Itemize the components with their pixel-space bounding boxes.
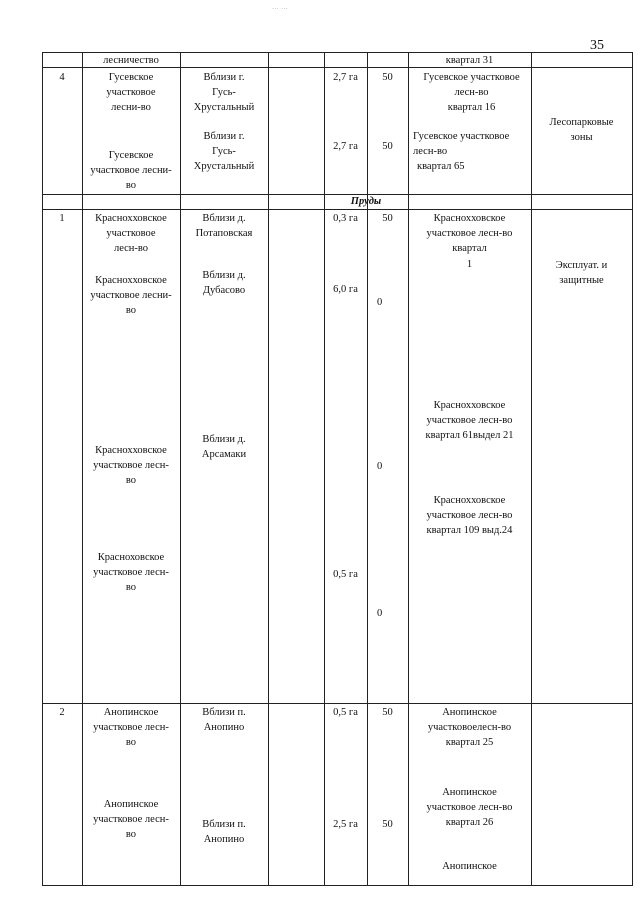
forest-cell: Анопинское участковое лесн- во bbox=[93, 707, 169, 749]
location-cell: Анопинское bbox=[442, 861, 497, 872]
distance-cell: 50 bbox=[382, 819, 393, 830]
near-cell: Вблизи п. Анопино bbox=[202, 819, 246, 846]
col-line bbox=[268, 53, 269, 885]
location-cell: Гусевское участковое лесн-во квартал 16 bbox=[423, 72, 520, 114]
distance-cell: 50 bbox=[382, 213, 393, 224]
location-cell: Анопинское участковое лесн-во квартал 26 bbox=[426, 787, 513, 829]
near-cell: Вблизи г. Гусь- Хрустальный bbox=[193, 131, 255, 173]
forest-cell: Краснохховское участковое лесн- во bbox=[93, 445, 169, 487]
location-cell: Анопинское участковоелесн-во квартал 25 bbox=[427, 707, 512, 749]
col-line bbox=[180, 53, 181, 885]
distance-cell: 0 bbox=[377, 297, 383, 308]
distance-cell: 50 bbox=[382, 141, 393, 152]
area-cell: 2,7 га bbox=[333, 141, 358, 152]
area-cell: 2,5 га bbox=[333, 819, 358, 830]
forest-cell: Краснохховское участковое лесн-во bbox=[95, 213, 167, 255]
row-line bbox=[42, 703, 633, 704]
col-line bbox=[42, 53, 43, 885]
near-cell: Вблизи п. Анопино bbox=[202, 707, 246, 734]
area-cell: 0,5 га bbox=[333, 707, 358, 718]
section-title: Пруды bbox=[350, 196, 382, 207]
distance-cell: 50 bbox=[382, 707, 393, 718]
col-line bbox=[324, 53, 325, 885]
forest-cell: Гусевское участковое лесни-во bbox=[106, 72, 156, 114]
use-cell: Лесопарковые зоны bbox=[549, 117, 614, 144]
col-line bbox=[367, 53, 368, 885]
location-cell: квартал 31 bbox=[445, 55, 494, 66]
distance-cell: 0 bbox=[377, 608, 383, 619]
use-cell: Эксплуат. и защитные bbox=[555, 260, 608, 287]
area-cell: 2,7 га bbox=[333, 72, 358, 83]
register-table bbox=[42, 52, 633, 886]
area-cell: 0,5 га bbox=[333, 569, 358, 580]
location-cell: Краснохховское участковое лесн-во квартал 109 выд.24 bbox=[426, 495, 513, 537]
page-number: 35 bbox=[590, 38, 604, 53]
distance-cell: 0 bbox=[377, 461, 383, 472]
forest-cell: Краснохховское участковое лесни- во bbox=[90, 275, 172, 317]
row-number: 2 bbox=[59, 707, 65, 718]
near-cell: Вблизи д. Потаповская bbox=[195, 213, 253, 240]
area-cell: 0,3 га bbox=[333, 213, 358, 224]
near-cell: Вблизи г. Гусь- Хрустальный bbox=[193, 72, 255, 114]
col-line bbox=[408, 53, 409, 885]
row-number: 4 bbox=[59, 72, 65, 83]
row-number: 1 bbox=[59, 213, 65, 224]
forest-cell: Анопинское участковое лесн- во bbox=[93, 799, 169, 841]
near-cell: Вблизи д. Арсамаки bbox=[201, 434, 247, 461]
header-mark: ... ... bbox=[272, 1, 288, 11]
distance-cell: 50 bbox=[382, 72, 393, 83]
area-cell: 6,0 га bbox=[333, 284, 358, 295]
forest-cell: лесничество bbox=[103, 55, 159, 66]
near-cell: Вблизи д. Дубасово bbox=[202, 270, 246, 297]
location-cell: Краснохховское участковое лесн-во квартал 61выдел 21 bbox=[425, 400, 514, 442]
location-cell: Гусевское участковое лесн-во квартал 65 bbox=[413, 131, 510, 173]
forest-cell: Красноховское участковое лесн- во bbox=[93, 552, 169, 594]
location-cell: Краснохховское участковое лесн-во квартал 1 bbox=[426, 213, 513, 270]
forest-cell: Гусевское участковое лесни- во bbox=[90, 150, 172, 192]
col-line bbox=[531, 53, 532, 885]
col-line bbox=[632, 53, 633, 885]
